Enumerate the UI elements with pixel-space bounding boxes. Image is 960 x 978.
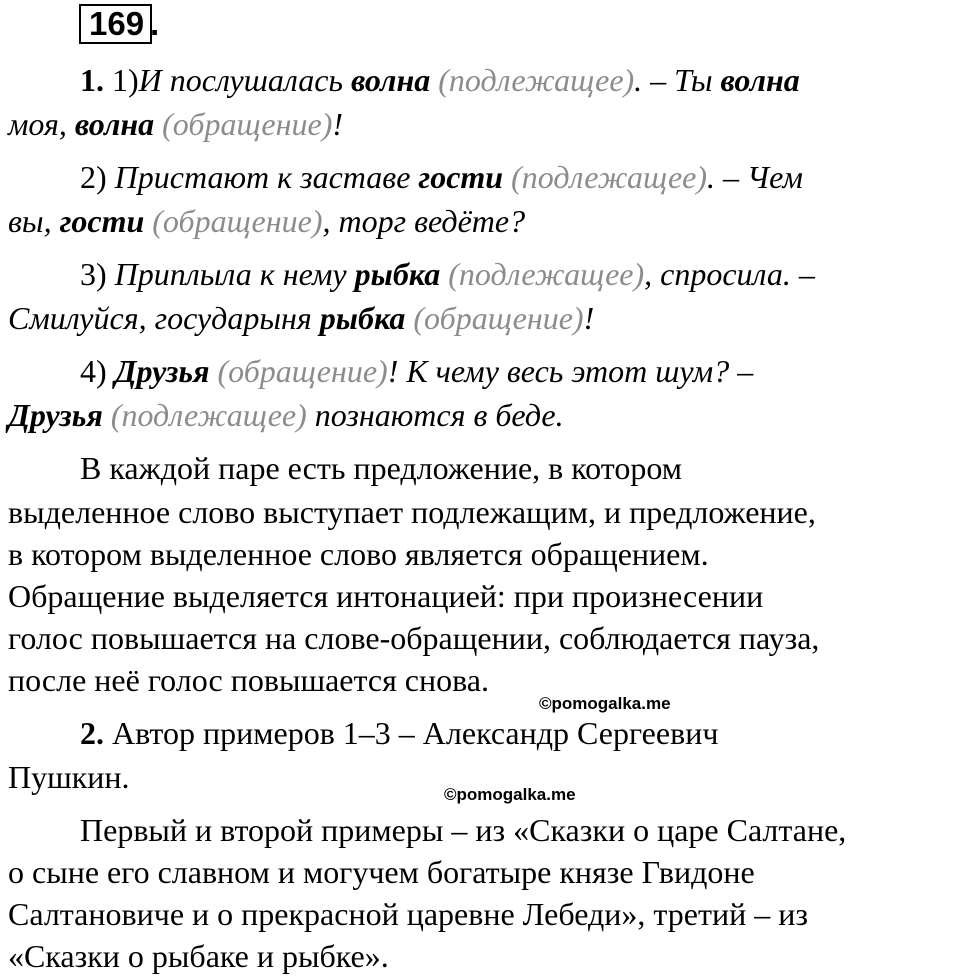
explanation-line: выделенное слово выступает подлежащим, и предложение, bbox=[8, 494, 816, 530]
highlighted-word: рыбка bbox=[319, 300, 406, 336]
highlighted-word: волна bbox=[350, 62, 431, 98]
item-1-number: 1) bbox=[112, 62, 139, 98]
highlighted-word: Друзья bbox=[114, 353, 210, 389]
explanation-line: голос повышается на слове-обращении, соблюдается пауза, bbox=[8, 620, 820, 656]
item-2-line-2: вы, гости (обращение), торг ведёте? bbox=[8, 203, 526, 239]
role-note: (подлежащее) bbox=[503, 159, 708, 195]
part-1-marker: 1. bbox=[80, 62, 104, 98]
part-2-line-2: Пушкин. bbox=[8, 759, 130, 795]
highlighted-word: Друзья bbox=[8, 397, 103, 433]
role-note: (обращение) bbox=[144, 203, 323, 239]
part-2-paragraph-line: Салтановиче и о прекрасной царевне Лебеди», третий – из bbox=[8, 896, 808, 932]
role-note: (обращение) bbox=[209, 353, 388, 389]
item-4-line-2: Друзья (подлежащее) познаются в беде. bbox=[8, 397, 564, 433]
highlighted-word: гости bbox=[418, 159, 504, 195]
exercise-number-dot: . bbox=[150, 5, 160, 42]
item-1-line-1: 1. 1)И послушалась волна (подлежащее). – Ты волна bbox=[80, 62, 800, 98]
highlighted-word: волна bbox=[720, 62, 800, 98]
role-note: (обращение) bbox=[405, 300, 584, 336]
role-note: (подлежащее) bbox=[440, 256, 645, 292]
highlighted-word: гости bbox=[59, 203, 145, 239]
highlighted-word: волна bbox=[74, 106, 155, 142]
part-2-paragraph-line: о сыне его славном и могучем богатыре князе Гвидоне bbox=[8, 854, 755, 890]
item-2-line-1: 2) Пристают к заставе гости (подлежащее). – Чем bbox=[80, 159, 803, 195]
item-2-number: 2) bbox=[80, 159, 107, 195]
watermark: ©pomogalka.me bbox=[539, 694, 671, 713]
part-2-line-1: 2. Автор примеров 1–3 – Александр Сергеевич bbox=[80, 715, 719, 751]
explanation-line: после неё голос повышается снова. bbox=[8, 662, 489, 698]
item-3-line-2: Смилуйся, государыня рыбка (обращение)! bbox=[8, 300, 595, 336]
item-3-number: 3) bbox=[80, 256, 107, 292]
highlighted-word: рыбка bbox=[354, 256, 441, 292]
part-2-paragraph-line: «Сказки о рыбаке и рыбке». bbox=[8, 938, 389, 974]
item-3-line-1: 3) Приплыла к нему рыбка (подлежащее), спросила. – bbox=[80, 256, 815, 292]
exercise-number: 169 bbox=[79, 4, 152, 44]
role-note: (подлежащее) bbox=[430, 62, 635, 98]
role-note: (обращение) bbox=[154, 106, 333, 142]
watermark: ©pomogalka.me bbox=[444, 785, 576, 804]
explanation-line: Обращение выделяется интонацией: при произнесении bbox=[8, 578, 764, 614]
item-4-line-1: 4) Друзья (обращение)! К чему весь этот шум? – bbox=[80, 353, 754, 389]
item-1-line-2: моя, волна (обращение)! bbox=[8, 106, 344, 142]
role-note: (подлежащее) bbox=[102, 397, 307, 433]
explanation-line: в котором выделенное слово является обращением. bbox=[8, 536, 709, 572]
explanation-line: В каждой паре есть предложение, в котором bbox=[80, 450, 682, 486]
part-2-marker: 2. bbox=[80, 715, 104, 751]
part-2-paragraph-line: Первый и второй примеры – из «Сказки о царе Салтане, bbox=[80, 812, 847, 848]
item-4-number: 4) bbox=[80, 353, 107, 389]
